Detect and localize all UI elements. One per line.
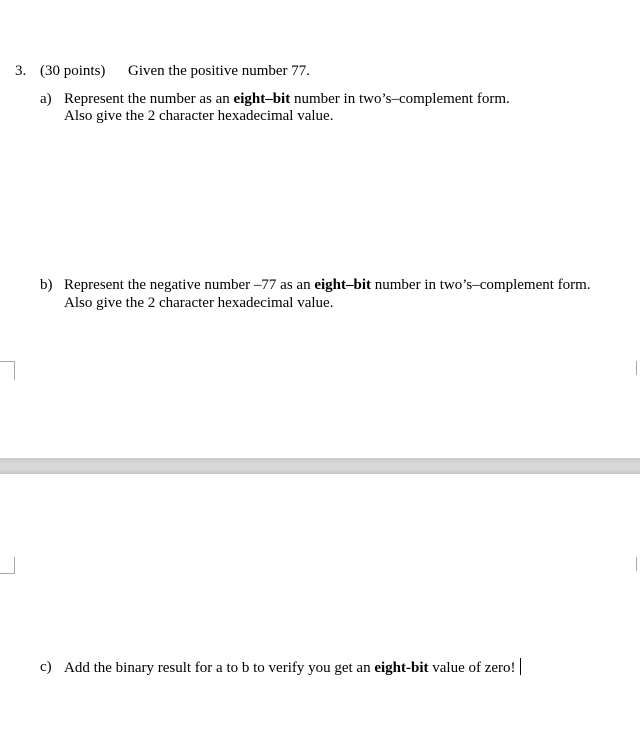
question-number: 3. [15, 63, 27, 79]
question-prompt: Given the positive number 77. [128, 63, 311, 79]
part-b-bold-term: eight–bit [314, 277, 372, 293]
part-c-line[interactable] [64, 658, 521, 677]
crop-mark-top-right [636, 361, 640, 375]
part-b-label: b) [40, 277, 53, 293]
part-b-line1-post: number in two’s–complement form. [371, 277, 591, 293]
part-c-text-pre: Add the binary result for a to b to verify you get an [64, 660, 375, 676]
part-b-line2: Also give the 2 character hexadecimal value. [64, 295, 334, 311]
crop-mark-top-left [0, 361, 15, 380]
text-cursor [520, 658, 521, 675]
part-a-line1-pre: Represent the number as an [64, 91, 234, 107]
part-a-line2: Also give the 2 character hexadecimal value. [64, 108, 334, 124]
document-page-2 [0, 474, 640, 756]
crop-mark-bottom-left [0, 557, 15, 574]
crop-mark-bottom-right [636, 557, 640, 571]
part-a-line1 [64, 90, 510, 108]
part-a-label: a) [40, 91, 52, 107]
part-c-text-post: value of zero! [428, 660, 516, 676]
question-points: (30 points) [40, 63, 106, 79]
page-separator [0, 458, 640, 474]
part-b-line1-pre: Represent the negative number –77 as an [64, 277, 315, 293]
part-b-line1 [64, 276, 591, 294]
part-a-line1-post: number in two’s–complement form. [290, 91, 510, 107]
part-c-label: c) [40, 659, 52, 675]
part-c-bold-term: eight-bit [374, 660, 429, 676]
part-a-bold-term: eight–bit [233, 91, 291, 107]
